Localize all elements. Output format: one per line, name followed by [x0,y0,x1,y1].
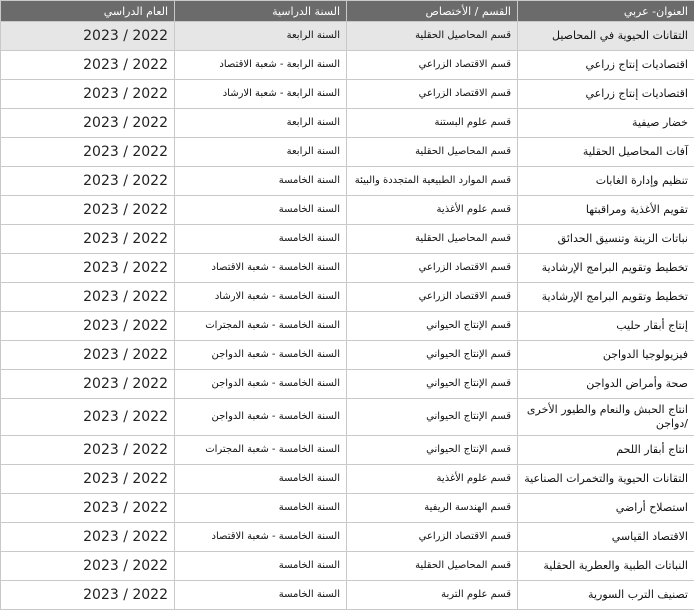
cell-level: السنة الرابعة [175,109,347,138]
table-row[interactable] [1,465,694,494]
table-row[interactable] [1,51,694,80]
cell-department: قسم الإنتاج الحيواني [347,341,518,370]
cell-department: قسم المحاصيل الحقلية [347,225,518,254]
cell-title: اقتصاديات إنتاج زراعي [518,51,694,80]
cell-title: التقانات الحيوية في المحاصيل [518,22,694,51]
cell-title: خضار صيفية [518,109,694,138]
cell-title: تخطيط وتقويم البرامج الإرشادية [518,283,694,312]
cell-department: قسم علوم التربة [347,581,518,610]
cell-level: السنة الخامسة - شعبة الدواجن [175,370,347,399]
cell-department: قسم الإنتاج الحيواني [347,370,518,399]
cell-department: قسم المحاصيل الحقلية [347,138,518,167]
cell-department: قسم الاقتصاد الزراعي [347,80,518,109]
cell-department: قسم علوم البستنة [347,109,518,138]
cell-year: 2023 / 2022 [1,494,175,523]
cell-year: 2023 / 2022 [1,80,175,109]
cell-title: صحة وأمراض الدواجن [518,370,694,399]
table-row[interactable] [1,399,694,436]
cell-level: السنة الرابعة - شعبة الاقتصاد [175,51,347,80]
cell-level: السنة الخامسة [175,196,347,225]
table-row[interactable] [1,581,694,610]
cell-year: 2023 / 2022 [1,370,175,399]
cell-level: السنة الخامسة [175,167,347,196]
cell-level: السنة الخامسة - شعبة الاقتصاد [175,523,347,552]
table-row[interactable] [1,436,694,465]
header-year[interactable]: العام الدراسي [1,1,175,22]
cell-department: قسم الاقتصاد الزراعي [347,51,518,80]
cell-year: 2023 / 2022 [1,465,175,494]
table-body [1,22,694,610]
cell-title: التقانات الحيوية والتخمرات الصناعية [518,465,694,494]
cell-department: قسم الاقتصاد الزراعي [347,523,518,552]
cell-title: النباتات الطبية والعطرية الحقلية [518,552,694,581]
cell-title: انتاج الحبش والنعام والطيور الأخرى /دواجن [518,399,694,436]
cell-level: السنة الخامسة - شعبة المجترات [175,312,347,341]
cell-level: السنة الرابعة [175,22,347,51]
cell-level: السنة الخامسة [175,552,347,581]
cell-level: السنة الرابعة [175,138,347,167]
cell-level: السنة الخامسة - شعبة المجترات [175,436,347,465]
table-row[interactable] [1,494,694,523]
cell-title: تصنيف الترب السورية [518,581,694,610]
cell-title: تخطيط وتقويم البرامج الإرشادية [518,254,694,283]
cell-level: السنة الخامسة - شعبة الارشاد [175,283,347,312]
cell-year: 2023 / 2022 [1,399,175,436]
cell-department: قسم الإنتاج الحيواني [347,436,518,465]
cell-title: آفات المحاصيل الحقلية [518,138,694,167]
cell-year: 2023 / 2022 [1,109,175,138]
cell-title: الاقتصاد القياسي [518,523,694,552]
table-row[interactable] [1,523,694,552]
cell-year: 2023 / 2022 [1,312,175,341]
table-row[interactable] [1,167,694,196]
table-row[interactable] [1,109,694,138]
cell-title: إنتاج أبقار حليب [518,312,694,341]
cell-year: 2023 / 2022 [1,523,175,552]
table-row[interactable] [1,341,694,370]
cell-year: 2023 / 2022 [1,283,175,312]
cell-title: انتاج أبقار اللحم [518,436,694,465]
cell-year: 2023 / 2022 [1,254,175,283]
header-level[interactable]: السنة الدراسية [175,1,347,22]
cell-department: قسم الإنتاج الحيواني [347,399,518,436]
table-row[interactable] [1,283,694,312]
cell-title: فيزيولوجيا الدواجن [518,341,694,370]
table-row[interactable] [1,254,694,283]
cell-department: قسم المحاصيل الحقلية [347,552,518,581]
cell-title: تقويم الأغذية ومراقبتها [518,196,694,225]
cell-year: 2023 / 2022 [1,22,175,51]
header-title[interactable]: العنوان- عربي [518,1,694,22]
cell-year: 2023 / 2022 [1,51,175,80]
cell-year: 2023 / 2022 [1,138,175,167]
table-row[interactable] [1,196,694,225]
cell-level: السنة الرابعة - شعبة الارشاد [175,80,347,109]
cell-year: 2023 / 2022 [1,225,175,254]
cell-level: السنة الخامسة [175,225,347,254]
table-row[interactable] [1,370,694,399]
table-row[interactable] [1,80,694,109]
cell-year: 2023 / 2022 [1,341,175,370]
cell-department: قسم الموارد الطبيعية المتجددة والبيئة [347,167,518,196]
cell-department: قسم علوم الأغذية [347,196,518,225]
table-row[interactable] [1,312,694,341]
cell-year: 2023 / 2022 [1,196,175,225]
cell-level: السنة الخامسة [175,581,347,610]
cell-year: 2023 / 2022 [1,581,175,610]
cell-level: السنة الخامسة [175,494,347,523]
cell-year: 2023 / 2022 [1,436,175,465]
table-row[interactable] [1,138,694,167]
header-department[interactable]: القسم / الأختصاص [347,1,518,22]
cell-department: قسم المحاصيل الحقلية [347,22,518,51]
cell-department: قسم الاقتصاد الزراعي [347,254,518,283]
table-row[interactable] [1,552,694,581]
table-row[interactable] [1,225,694,254]
cell-level: السنة الخامسة - شعبة الدواجن [175,341,347,370]
cell-title: تنظيم وإدارة الغابات [518,167,694,196]
cell-title: استصلاح أراضي [518,494,694,523]
cell-department: قسم علوم الأغذية [347,465,518,494]
table-header [1,1,694,22]
cell-level: السنة الخامسة [175,465,347,494]
cell-year: 2023 / 2022 [1,167,175,196]
cell-year: 2023 / 2022 [1,552,175,581]
table-row[interactable] [1,22,694,51]
cell-title: اقتصاديات إنتاج زراعي [518,80,694,109]
cell-level: السنة الخامسة - شعبة الدواجن [175,399,347,436]
cell-level: السنة الخامسة - شعبة الاقتصاد [175,254,347,283]
cell-title: نباتات الزينة وتنسيق الحدائق [518,225,694,254]
cell-department: قسم الاقتصاد الزراعي [347,283,518,312]
cell-department: قسم الهندسة الريفية [347,494,518,523]
cell-department: قسم الإنتاج الحيواني [347,312,518,341]
